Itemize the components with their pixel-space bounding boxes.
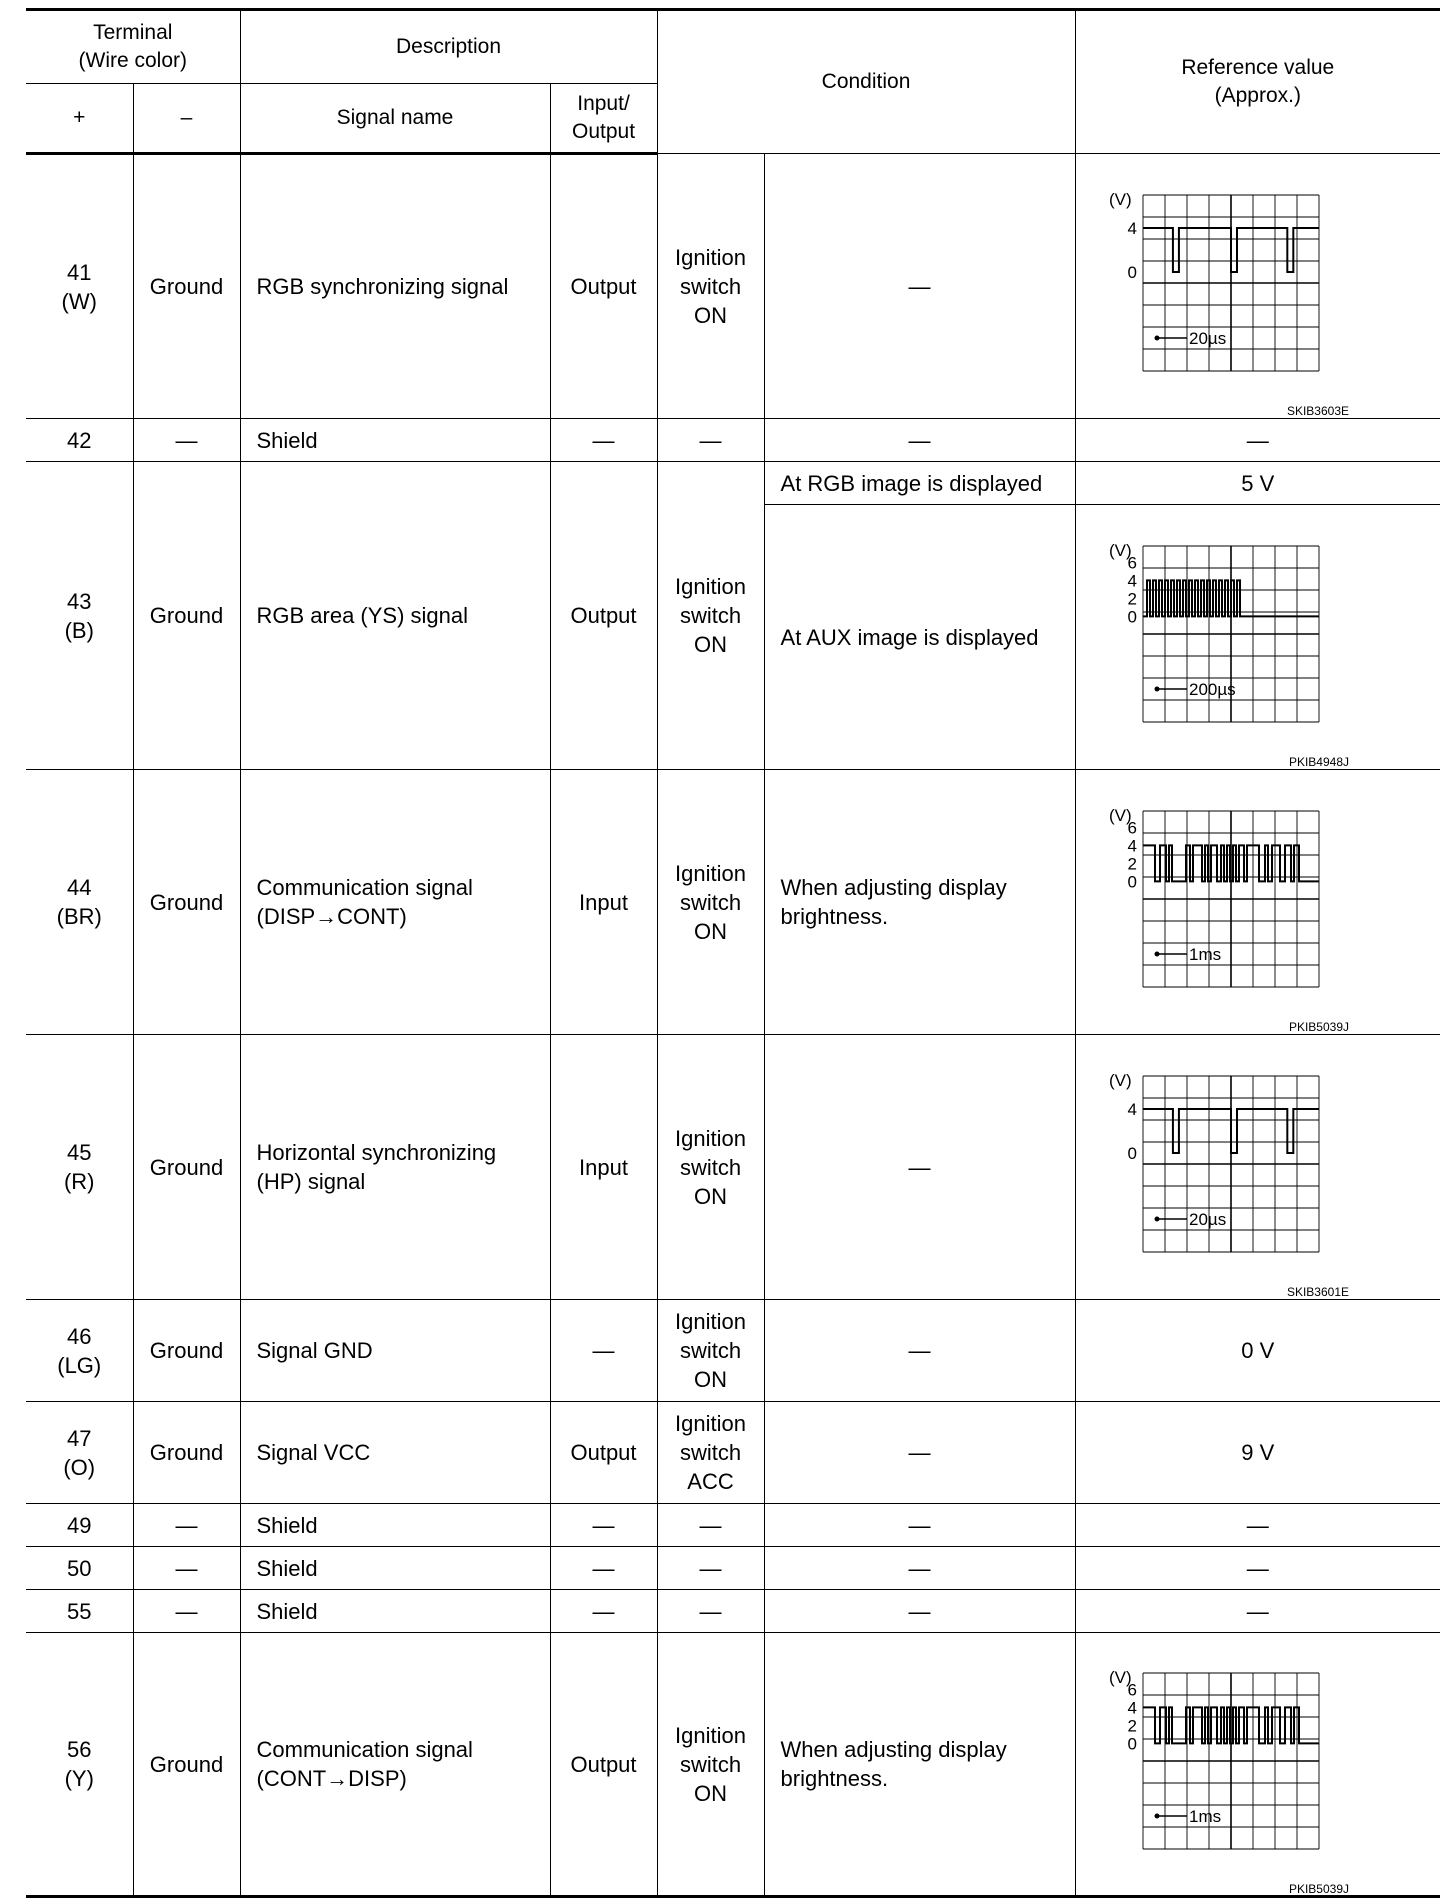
time-scale-label: 20µs bbox=[1188, 329, 1226, 348]
condition-cell: Ignition switch ON bbox=[657, 1633, 764, 1897]
table-row bbox=[26, 462, 1440, 505]
terminal-cell: 49 bbox=[26, 1504, 133, 1547]
waveform-y-tick: 4 bbox=[1127, 836, 1137, 856]
signal-name-cell: Shield bbox=[240, 1547, 550, 1590]
signal-name-cell: Communication signal (CONT→DISP) bbox=[240, 1633, 550, 1897]
waveform-chart bbox=[1088, 1036, 1428, 1299]
waveform-unit-label: (V) bbox=[1108, 541, 1132, 560]
condition-cell: Ignition switch ACC bbox=[657, 1402, 764, 1504]
io-cell: Input bbox=[550, 770, 657, 1035]
waveform-y-tick: 4 bbox=[1127, 571, 1137, 591]
waveform-grid bbox=[1143, 811, 1319, 987]
terminal-cell: 43 (B) bbox=[26, 462, 133, 770]
waveform-y-tick: 0 bbox=[1127, 1144, 1137, 1163]
condition-cell: — bbox=[657, 1504, 764, 1547]
waveform-y-tick: 2 bbox=[1127, 589, 1137, 609]
ground-cell: — bbox=[133, 419, 240, 462]
waveform-y-tick: 0 bbox=[1127, 1734, 1137, 1754]
waveform-trace bbox=[1143, 228, 1319, 272]
waveform-chart bbox=[1088, 771, 1428, 1034]
io-cell: — bbox=[550, 419, 657, 462]
reference-cell: — bbox=[1075, 1504, 1440, 1547]
reference-cell: — bbox=[1075, 1547, 1440, 1590]
waveform-unit-label: (V) bbox=[1108, 190, 1132, 209]
signal-name-cell: Signal GND bbox=[240, 1300, 550, 1402]
header-description: Description bbox=[240, 10, 657, 84]
time-scale-label: 200µs bbox=[1188, 680, 1236, 699]
signal-name-cell: Shield bbox=[240, 1504, 550, 1547]
condition-cell: — bbox=[657, 1590, 764, 1633]
io-cell: — bbox=[550, 1504, 657, 1547]
waveform-unit-label: (V) bbox=[1108, 1071, 1132, 1090]
condition-detail-cell: When adjusting display brightness. bbox=[764, 770, 1075, 1035]
reference-cell: 0 V bbox=[1075, 1300, 1440, 1402]
time-scale-label: 1ms bbox=[1188, 945, 1221, 964]
waveform-chart bbox=[1088, 1633, 1428, 1896]
table-row bbox=[26, 1547, 1440, 1590]
condition-detail-cell: — bbox=[764, 1590, 1075, 1633]
ground-cell: Ground bbox=[133, 1633, 240, 1897]
table-row bbox=[26, 1504, 1440, 1547]
reference-cell bbox=[1075, 154, 1440, 419]
waveform-trace bbox=[1143, 1109, 1319, 1153]
waveform-y-tick: 0 bbox=[1127, 607, 1137, 627]
ground-cell: Ground bbox=[133, 770, 240, 1035]
time-scale-label: 20µs bbox=[1188, 1210, 1226, 1229]
condition-cell: Ignition switch ON bbox=[657, 1300, 764, 1402]
reference-cell: — bbox=[1075, 1590, 1440, 1633]
waveform-y-tick: 2 bbox=[1127, 1716, 1137, 1736]
reference-cell bbox=[1075, 505, 1440, 770]
condition-detail-cell: When adjusting display brightness. bbox=[764, 1633, 1075, 1897]
io-cell: Output bbox=[550, 1402, 657, 1504]
table-row bbox=[26, 1402, 1440, 1504]
waveform-unit-label: (V) bbox=[1108, 1668, 1132, 1687]
ground-cell: — bbox=[133, 1547, 240, 1590]
header-signal-name: Signal name bbox=[240, 84, 550, 154]
io-cell: Output bbox=[550, 462, 657, 770]
terminal-reference-table bbox=[26, 8, 1440, 1898]
condition-detail-cell: — bbox=[764, 1504, 1075, 1547]
condition-cell: Ignition switch ON bbox=[657, 770, 764, 1035]
terminal-cell: 41 (W) bbox=[26, 154, 133, 419]
condition-cell: — bbox=[657, 1547, 764, 1590]
condition-cell: Ignition switch ON bbox=[657, 154, 764, 419]
terminal-cell: 56 (Y) bbox=[26, 1633, 133, 1897]
waveform-chart bbox=[1088, 506, 1428, 769]
figure-code: PKIB5039J bbox=[1288, 1882, 1349, 1896]
time-scale-label: 1ms bbox=[1188, 1807, 1221, 1826]
ground-cell: Ground bbox=[133, 1402, 240, 1504]
header-terminal: Terminal (Wire color) bbox=[26, 10, 240, 84]
terminal-cell: 42 bbox=[26, 419, 133, 462]
condition-detail-cell: — bbox=[764, 1035, 1075, 1300]
time-scale-marker bbox=[1154, 687, 1159, 692]
ground-cell: Ground bbox=[133, 1300, 240, 1402]
time-scale-marker bbox=[1154, 336, 1159, 341]
terminal-cell: 45 (R) bbox=[26, 1035, 133, 1300]
header-reference: Reference value (Approx.) bbox=[1075, 10, 1440, 154]
waveform-grid bbox=[1143, 195, 1319, 371]
condition-detail-cell: At AUX image is displayed bbox=[764, 505, 1075, 770]
header-io: Input/ Output bbox=[550, 84, 657, 154]
waveform-trace bbox=[1143, 845, 1319, 881]
waveform-trace bbox=[1143, 1707, 1319, 1743]
condition-detail-cell: — bbox=[764, 1547, 1075, 1590]
waveform-chart bbox=[1088, 155, 1428, 418]
figure-code: SKIB3603E bbox=[1286, 404, 1349, 418]
io-cell: — bbox=[550, 1300, 657, 1402]
reference-cell bbox=[1075, 1633, 1440, 1897]
waveform-trace bbox=[1143, 580, 1319, 616]
waveform-y-tick: 4 bbox=[1127, 1100, 1137, 1119]
header-condition: Condition bbox=[657, 10, 1075, 154]
table-row bbox=[26, 770, 1440, 1035]
condition-detail-cell: — bbox=[764, 154, 1075, 419]
signal-name-cell: Signal VCC bbox=[240, 1402, 550, 1504]
condition-detail-cell: — bbox=[764, 419, 1075, 462]
reference-cell: 5 V bbox=[1075, 462, 1440, 505]
waveform-y-tick: 0 bbox=[1127, 263, 1137, 282]
signal-name-cell: Shield bbox=[240, 419, 550, 462]
ground-cell: Ground bbox=[133, 1035, 240, 1300]
io-cell: Input bbox=[550, 1035, 657, 1300]
waveform-y-tick: 4 bbox=[1127, 1698, 1137, 1718]
reference-cell: — bbox=[1075, 419, 1440, 462]
waveform-y-tick: 0 bbox=[1127, 872, 1137, 892]
waveform-y-tick: 6 bbox=[1127, 553, 1137, 573]
ground-cell: — bbox=[133, 1504, 240, 1547]
signal-name-cell: RGB synchronizing signal bbox=[240, 154, 550, 419]
table-row bbox=[26, 1633, 1440, 1897]
reference-cell: 9 V bbox=[1075, 1402, 1440, 1504]
table-row bbox=[26, 1590, 1440, 1633]
condition-cell: — bbox=[657, 419, 764, 462]
waveform-y-tick: 6 bbox=[1127, 818, 1137, 838]
waveform-grid bbox=[1143, 1076, 1319, 1252]
waveform-y-tick: 6 bbox=[1127, 1680, 1137, 1700]
figure-code: PKIB4948J bbox=[1288, 755, 1349, 769]
terminal-cell: 46 (LG) bbox=[26, 1300, 133, 1402]
ground-cell: Ground bbox=[133, 462, 240, 770]
time-scale-marker bbox=[1154, 1217, 1159, 1222]
terminal-cell: 50 bbox=[26, 1547, 133, 1590]
figure-code: SKIB3601E bbox=[1286, 1285, 1349, 1299]
waveform-grid bbox=[1143, 1673, 1319, 1849]
waveform-unit-label: (V) bbox=[1108, 806, 1132, 825]
ground-cell: — bbox=[133, 1590, 240, 1633]
ground-cell: Ground bbox=[133, 154, 240, 419]
terminal-cell: 44 (BR) bbox=[26, 770, 133, 1035]
condition-detail-cell: — bbox=[764, 1402, 1075, 1504]
waveform-y-tick: 4 bbox=[1127, 219, 1137, 238]
reference-cell bbox=[1075, 770, 1440, 1035]
io-cell: Output bbox=[550, 1633, 657, 1897]
signal-name-cell: RGB area (YS) signal bbox=[240, 462, 550, 770]
time-scale-marker bbox=[1154, 952, 1159, 957]
figure-code: PKIB5039J bbox=[1288, 1020, 1349, 1034]
time-scale-marker bbox=[1154, 1814, 1159, 1819]
reference-cell bbox=[1075, 1035, 1440, 1300]
header-minus: – bbox=[133, 84, 240, 154]
table-row bbox=[26, 154, 1440, 419]
signal-name-cell: Communication signal (DISP→CONT) bbox=[240, 770, 550, 1035]
condition-cell: Ignition switch ON bbox=[657, 1035, 764, 1300]
terminal-cell: 55 bbox=[26, 1590, 133, 1633]
terminal-cell: 47 (O) bbox=[26, 1402, 133, 1504]
condition-detail-cell: — bbox=[764, 1300, 1075, 1402]
signal-name-cell: Horizontal synchronizing (HP) signal bbox=[240, 1035, 550, 1300]
io-cell: — bbox=[550, 1547, 657, 1590]
header-plus: + bbox=[26, 84, 133, 154]
io-cell: — bbox=[550, 1590, 657, 1633]
waveform-y-tick: 2 bbox=[1127, 854, 1137, 874]
table-row bbox=[26, 419, 1440, 462]
signal-name-cell: Shield bbox=[240, 1590, 550, 1633]
table-row bbox=[26, 1300, 1440, 1402]
table-row bbox=[26, 1035, 1440, 1300]
condition-cell: Ignition switch ON bbox=[657, 462, 764, 770]
condition-detail-cell: At RGB image is displayed bbox=[764, 462, 1075, 505]
io-cell: Output bbox=[550, 154, 657, 419]
